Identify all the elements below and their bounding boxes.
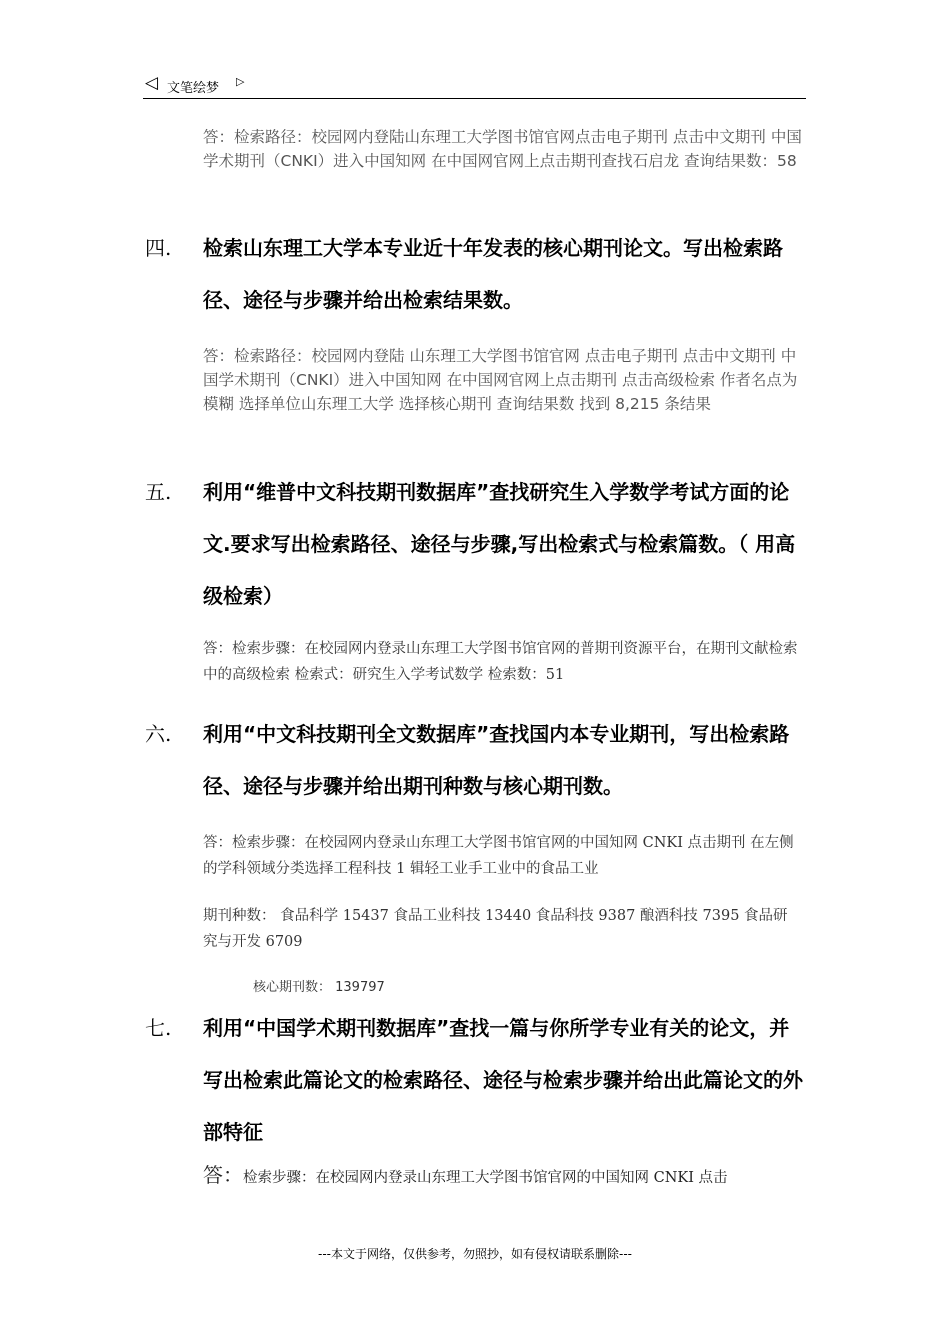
answer-7-prefix: 答：: [203, 1163, 243, 1187]
question-number: 六.: [145, 722, 172, 746]
footer-disclaimer: ---本文于网络，仅供参考，勿照抄，如有侵权请联系删除---: [318, 1247, 632, 1261]
answer-4: 答：检索路径：校园网内登陆 山东理工大学图书馆官网 点击电子期刊 点击中文期刊 中国学术期刊（CNKI）进入中国知网 在中国网官网上点击期刊 点击高级检索 作者名点为模糊 选择单位山东理工大学 选择核心期刊 查询结果数 找到 8,215 条结果: [203, 347, 798, 413]
question-text: 利用“中国学术期刊数据库”查找一篇与你所学专业有关的论文，并写出检索此篇论文的检索路径、途径与检索步骤并给出此篇论文的外部特征: [203, 1016, 803, 1144]
header-title: 文笔绘梦: [167, 81, 220, 96]
question-number: 四.: [145, 236, 172, 260]
question-number: 五.: [145, 480, 172, 504]
answer-6-counts: 期刊种数： 食品科学 15437 食品工业科技 13440 食品科技 9387 酿酒科技 7395 食品研究与开发 6709: [203, 908, 788, 950]
question-text: 检索山东理工大学本专业近十年发表的核心期刊论文。写出检索路径、途径与步骤并给出检索结果数。: [203, 236, 783, 312]
answer-7-text: 检索步骤：在校园网内登录山东理工大学图书馆官网的中国知网 CNKI 点击: [243, 1170, 728, 1186]
page-header: [143, 72, 806, 99]
answer-7: [203, 1162, 806, 1191]
answer-3: 答：检索路径：校园网内登陆山东理工大学图书馆官网点击电子期刊 点击中文期刊 中国学术期刊（CNKI）进入中国知网 在中国网官网上点击期刊查找石启龙 查询结果数：58: [203, 128, 802, 170]
question-number: 七.: [145, 1016, 172, 1040]
answer-6: 答：检索步骤：在校园网内登录山东理工大学图书馆官网的中国知网 CNKI 点击期刊 在左侧的学科领域分类选择工程科技 1 辑轻工业手工业中的食品工业: [203, 835, 794, 877]
answer-5: 答：检索步骤：在校园网内登录山东理工大学图书馆官网的普期刊资源平台，在期刊文献检索中的高级检索 检索式：研究生入学考试数学 检索数：51: [203, 641, 798, 683]
answer-6-core: 核心期刊数： 139797: [253, 980, 385, 995]
question-text: 利用“维普中文科技期刊数据库”查找研究生入学数学考试方面的论文.要求写出检索路径、途径与步骤,写出检索式与检索篇数。（ 用高级检索）: [203, 480, 796, 608]
right-triangle-icon: ▷: [236, 75, 245, 88]
question-text: 利用“中文科技期刊全文数据库”查找国内本专业期刊，写出检索路径、途径与步骤并给出期刊种数与核心期刊数。: [203, 722, 790, 798]
left-triangle-icon: ◁: [145, 73, 159, 93]
